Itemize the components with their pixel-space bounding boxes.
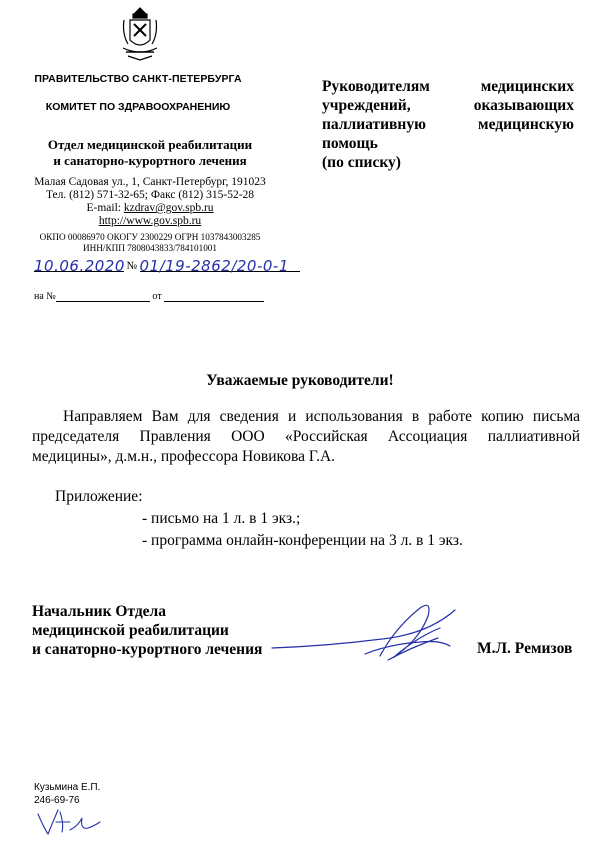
signature-icon [270, 598, 460, 668]
ref-number-field [56, 287, 150, 302]
email-line [0, 202, 300, 215]
phone-fax: Тел. (812) 571-32-65; Факс (812) 315-52-28 [45, 189, 255, 201]
website-line [0, 215, 300, 228]
reg-date: 10.06.2020 [34, 257, 125, 275]
recipient-block [322, 77, 574, 172]
executor-block [34, 781, 100, 807]
reg-date-field [34, 257, 125, 275]
committee-name: КОМИТЕТ ПО ЗДРАВООХРАНЕНИЮ [45, 101, 231, 113]
signatory-name: М.Л. Ремизов [477, 640, 573, 657]
address: Малая Садовая ул., 1, Санкт-Петербург, 191023 [34, 176, 266, 188]
executor-initials-icon [34, 806, 104, 838]
appendix-label: Приложение: [55, 488, 143, 505]
appendix-item: - программа онлайн-конференции на 3 л. в 1 экз. [142, 532, 463, 549]
email-link[interactable]: kzdrav@gov.spb.ru [123, 202, 214, 214]
coat-of-arms-icon [120, 6, 160, 62]
registration-line [34, 257, 310, 279]
government-name: ПРАВИТЕЛЬСТВО САНКТ-ПЕТЕРБУРГА [34, 73, 242, 85]
ref-from-label: от [152, 291, 162, 302]
signatory-title-line-3: и санаторно-курортного лечения [32, 641, 263, 658]
website-link[interactable]: http://www.gov.spb.ru [98, 215, 202, 227]
reference-line [34, 287, 264, 302]
department-name [0, 137, 300, 169]
codes-line-1: ОКПО 00086970 ОКОГУ 2300229 ОГРН 1037843003285 [39, 232, 261, 242]
appendix-item: - письмо на 1 л. в 1 экз.; [142, 510, 301, 527]
signatory-title-line-2: медицинской реабилитации [32, 622, 229, 639]
executor-phone: 246-69-76 [34, 795, 80, 806]
contact-block [0, 176, 300, 228]
letter-body: Направляем Вам для сведения и использования в работе копию письма председателя Правления ООО «Российская Ассоциация паллиативной медицины», д.м.н., профессора Новикова Г.А. [32, 408, 580, 465]
recipient-line-2: (по списку) [322, 154, 401, 171]
department-line-1: Отдел медицинской реабилитации [47, 137, 253, 152]
ref-label: на № [34, 291, 56, 302]
reg-number-label: № [126, 260, 137, 272]
reg-number-field [139, 257, 300, 275]
recipient-line-1: Руководителям медицинских учреждений, оказывающих паллиативную медицинскую помощь [322, 78, 574, 152]
greeting: Уважаемые руководители! [206, 372, 394, 389]
signatory-title-line-1: Начальник Отдела [32, 603, 167, 620]
executor-name: Кузьмина Е.П. [34, 782, 101, 793]
codes-line-2: ИНН/КПП 7808043833/784101001 [83, 243, 217, 253]
ref-date-field [164, 287, 264, 302]
department-line-2: и санаторно-курортного лечения [53, 153, 247, 168]
email-label: E-mail: [86, 202, 124, 214]
registry-codes [0, 232, 300, 254]
reg-number: 01/19-2862/20-0-1 [139, 257, 289, 275]
signatory-title [32, 602, 292, 659]
